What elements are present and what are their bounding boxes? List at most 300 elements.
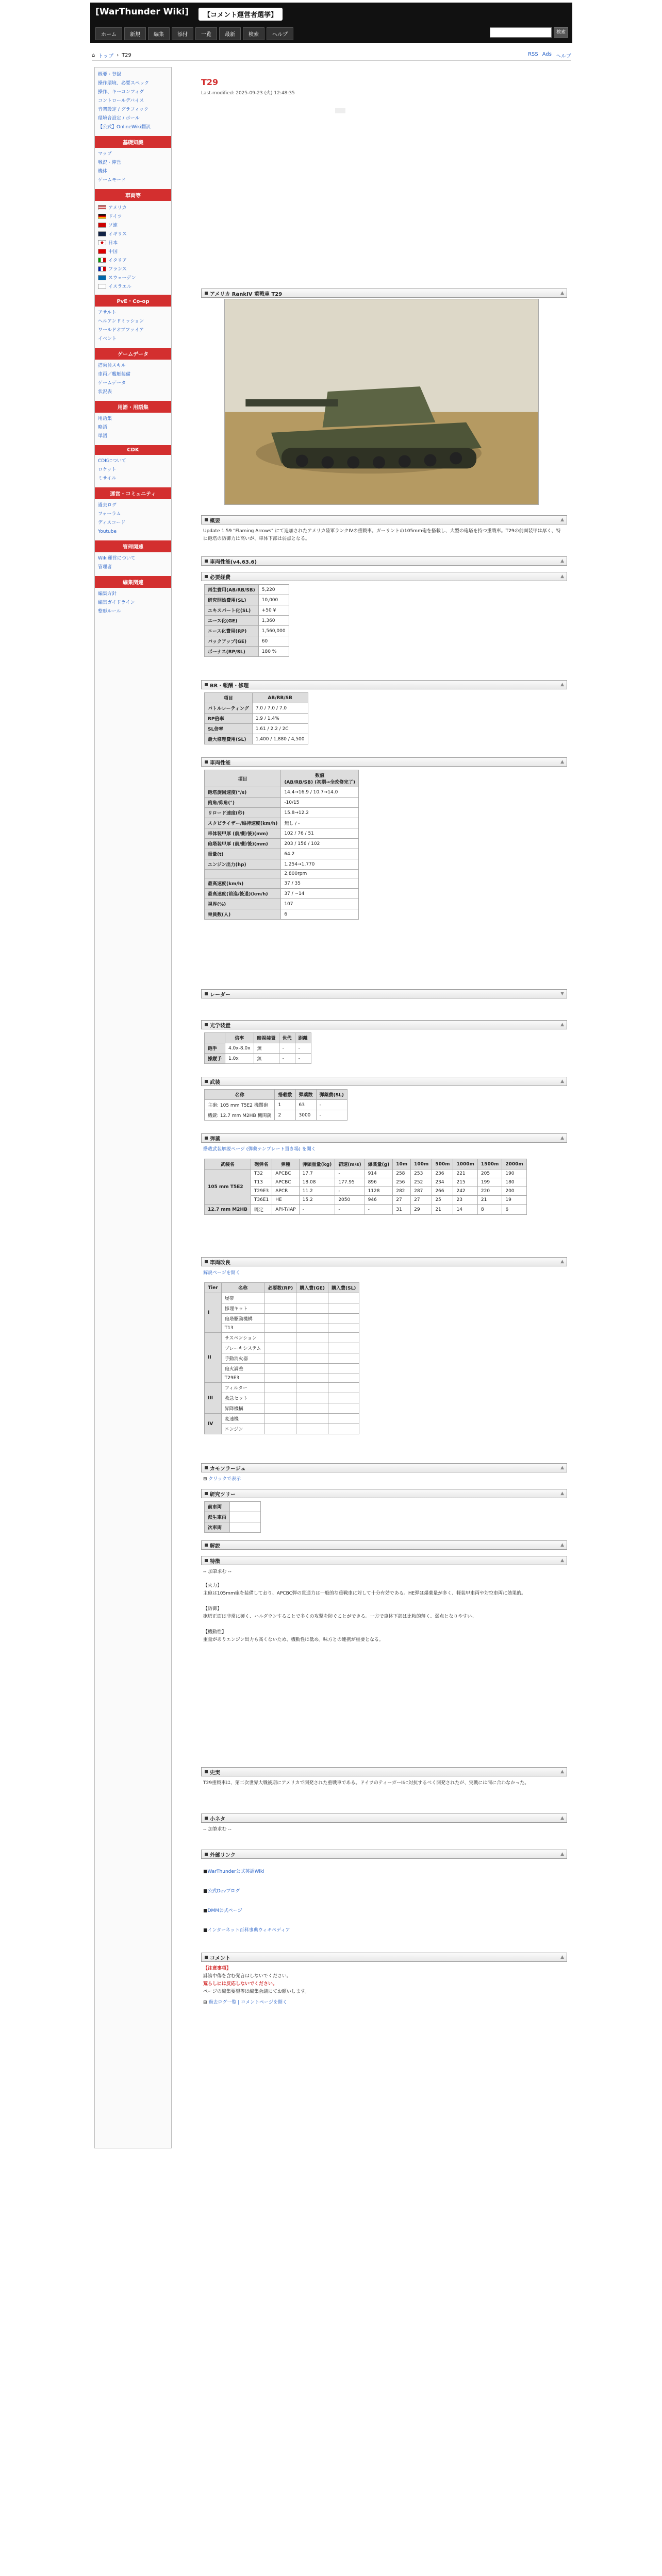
armament-section [201,1077,567,1121]
site-title[interactable]: [WarThunder Wiki] [95,7,189,17]
sidebar-item[interactable]: ヘルアンドミッション [98,319,144,324]
section-toggle-icon[interactable]: ▲ [560,1955,564,1960]
table-cell: 6 [281,909,359,920]
table-cell: 6 [502,1205,526,1215]
sidebar-item[interactable]: 編集ガイドライン [98,600,135,605]
sidebar [94,67,172,2148]
table-cell: 914 [365,1170,393,1178]
germany-flag-icon [98,214,106,219]
table-header: 弾頭重量(kg) [299,1159,335,1170]
info-subtitle: -- 加筆求む -- [203,1569,231,1574]
table-header: 武装名 [205,1159,251,1170]
section-toggle-icon[interactable]: ▲ [560,1558,564,1563]
china-flag-icon [98,249,106,254]
sidebar-item[interactable]: ディスコード [98,520,126,526]
sidebar-item[interactable]: ゲームデータ [98,381,126,386]
section-title: 外部リンク [210,1852,236,1858]
table-cell: 砲塔装甲厚 (前/側/後)(mm) [205,839,281,849]
table-cell: 既定 [251,1205,272,1215]
sidebar-nation-japan[interactable] [95,238,171,247]
section-toggle-icon[interactable]: ▲ [560,1259,564,1264]
nav-item[interactable]: ホーム [95,27,122,40]
table-cell: 無 [254,1054,279,1064]
section-header[interactable] [201,1133,567,1143]
table-cell: 4.0x-8.0x [225,1043,254,1054]
help-link[interactable]: ヘルプ [556,54,571,59]
rss-link[interactable]: RSS [528,52,538,57]
table-cell: 2050 [335,1196,365,1205]
table-cell: 203 / 156 / 102 [281,839,359,849]
bullet-icon [205,1260,208,1263]
table-cell: 2,800rpm [281,870,359,878]
external-link[interactable]: 公式Devブログ [207,1889,240,1894]
sidebar-section-title: CDK [95,445,171,455]
table-cell: エンジン出力(hp) [205,859,281,870]
camo-section [201,1463,567,1486]
section-toggle-icon[interactable]: ▲ [560,1491,564,1496]
table-header: 100m [411,1159,432,1170]
section-toggle-icon[interactable]: ▲ [560,1465,564,1470]
table-cell: 変速機 [221,1414,264,1424]
radar-section [201,989,567,998]
section-toggle-icon[interactable]: ▲ [560,1852,564,1857]
links-section: 外部リンク ▲ ■WarThunder公式英語Wiki ■公式Devブログ ■DMM公式ページ ■インターネット百科事典ウィキペディア [201,1850,567,1943]
camo-expand-link[interactable]: クリックで表示 [208,1477,241,1482]
section-title: 武装 [210,1079,220,1086]
table-cell: SL倍率 [205,724,253,734]
table-cell: 1,560,000 [258,626,289,636]
section-toggle-icon[interactable]: ▲ [560,1816,564,1821]
bullet-icon [205,1023,208,1026]
table-header: 名称 [221,1283,264,1293]
nav-item[interactable]: 新規 [124,27,146,40]
table-cell: 17.7 [299,1170,335,1178]
section-header[interactable] [201,1257,567,1266]
rule-item: ページの編集要望等は編集会議にてお願いします。 [203,1989,310,1994]
table-cell: 7.0 / 7.0 / 7.0 [252,703,308,714]
sidebar-item[interactable]: 略語 [98,425,108,430]
bullet-icon [205,683,208,686]
sidebar-section-title: PvE・Co-op [95,295,171,307]
specs-section [201,556,567,566]
sidebar-item[interactable]: マップ [98,151,112,157]
table-cell: ボーナス(RP/SL) [205,647,259,657]
top-nav [95,27,293,40]
table-cell: エキスパート化(SL) [205,605,259,616]
section-title: 車両性能 [210,760,230,766]
section-title: 小ネタ [210,1816,225,1822]
table-cell: ブレーキシステム [221,1343,264,1353]
table-cell: 15.8→12.2 [281,808,359,818]
sidebar-item[interactable]: 管理者 [98,565,112,570]
section-header[interactable] [201,680,567,689]
performance-section [201,757,567,920]
section-header[interactable] [201,989,567,998]
nav-item[interactable]: 編集 [148,27,170,40]
section-header[interactable] [201,289,567,298]
section-toggle-icon[interactable]: ▲ [560,682,564,687]
section-header[interactable] [201,1814,567,1823]
sidebar-nation-germany[interactable] [95,212,171,221]
guide-text: 【火力】 主砲は105mm砲を装備しており、APCBC弾の貫通力は一般的な重戦車に対して十分有効である。HE弾は爆薬量が多く、軽装甲車両や対空車両に効果的。 【防御】 砲塔正面は非常に硬く、ハルダウンすることで多くの攻撃を防ぐことができる。一方で車体下部は比較的薄く、弱点となりやすい。 【機動性】 重量がありエンジン出力も高くないため、機動性は低め。味方との連携が重要となる。 [203,1583,526,1642]
table-header: 砲弾名 [251,1159,272,1170]
table-cell: 23 [453,1196,477,1205]
table-cell: 視界(%) [205,899,281,909]
table-cell: - [335,1187,365,1196]
comment-page-link[interactable]: 過去ログ一覧 | コメントページを開く [208,2000,287,2005]
crew-section [201,1540,567,1550]
ads-link[interactable]: Ads [542,52,552,57]
nav-item[interactable]: 一覧 [195,27,217,40]
sidebar-item[interactable]: イスラエル [108,284,131,290]
breadcrumb-separator: › [117,53,119,58]
sidebar-section-title: ゲームデータ [95,348,171,360]
table-cell: 205 [477,1170,502,1178]
table-cell: 896 [365,1178,393,1187]
table-header: 弾種 [272,1159,299,1170]
cost-section [201,572,567,657]
table-cell: 200 [502,1187,526,1196]
section-header[interactable] [201,1540,567,1550]
table-cell: 180 % [258,647,289,657]
table-cell: 64.2 [281,849,359,859]
section-title: BR・報酬・修理 [210,683,249,689]
table-cell: 946 [365,1196,393,1205]
trivia-section [201,1814,567,1837]
sidebar-item[interactable]: アサルト [98,310,117,315]
cost-table [204,584,289,657]
sidebar-nation-france[interactable] [95,264,171,273]
nav-item[interactable]: 検索 [243,27,264,40]
home-icon[interactable]: ⌂ [92,53,95,58]
sidebar-item[interactable]: 中国 [108,249,118,255]
table-cell: 256 [393,1178,411,1187]
table-cell: 1 [275,1100,295,1110]
sidebar-nation-uk[interactable] [95,229,171,238]
sidebar-nation-ussr[interactable] [95,221,171,229]
table-header: 1000m [453,1159,477,1170]
section-toggle-icon[interactable]: ▲ [560,759,564,765]
table-cell: HE [272,1196,299,1205]
table-cell: 最高速度(前進/後退)(km/h) [205,889,281,899]
table-cell: 236 [432,1170,453,1178]
section-header[interactable] [201,572,567,581]
rule-item: 誹謗中傷を含む発言はしないでください。 [203,1974,292,1979]
sidebar-item[interactable]: 車両／艦艇装備 [98,372,131,377]
sidebar-item[interactable]: 音楽設定 / グラフィック [98,107,149,112]
bullet-icon [205,1080,208,1083]
table-cell: 199 [477,1178,502,1187]
section-title: 車両性能(v4.63.6) [210,559,257,565]
table-cell: 1128 [365,1187,393,1196]
table-header: 購入費(GE) [296,1283,328,1293]
bullet-icon [205,1492,208,1495]
table-cell: 乗員数(人) [205,909,281,920]
expand-icon[interactable]: ⊞ [203,2000,207,2005]
ammo-template-link[interactable]: 搭載武装解説ページ (弾薬テンプレート置き場) を開く [203,1147,316,1152]
table-cell: - [316,1100,347,1110]
section-header[interactable] [201,1489,567,1498]
uk-flag-icon [98,231,106,236]
table-cell: 234 [432,1178,453,1187]
table-cell: 19 [502,1196,526,1205]
sidebar-item[interactable]: 戦況・陣営 [98,160,122,165]
sidebar-nation-italy[interactable] [95,256,171,264]
bullet-icon [205,1770,208,1773]
trivia-text: -- 加筆求む -- [203,1827,231,1832]
bullet-icon [205,1544,208,1547]
table-cell: エンジン [221,1424,264,1434]
sidebar-item[interactable]: 単語 [98,434,108,439]
table-cell: 18.08 [299,1178,335,1187]
table-cell: - [279,1054,295,1064]
table-cell: +50 ¥ [258,605,289,616]
table-cell: 2 [275,1110,295,1121]
breadcrumb-home[interactable]: トップ [98,54,114,59]
table-cell: 1,360 [258,616,289,626]
section-header[interactable] [201,1767,567,1776]
section-header[interactable] [201,1556,567,1565]
table-cell: 258 [393,1170,411,1178]
tree-table [204,1501,261,1533]
rules-heading: 【注意事項】 [203,1966,231,1971]
page-title: T29 [201,77,219,87]
table-cell: フィルター [221,1383,264,1393]
section-title: コメント [210,1955,230,1961]
sidebar-item[interactable]: 用語集 [98,416,112,421]
bullet-icon [205,1817,208,1820]
search-button[interactable]: 検索 [554,27,568,38]
sidebar-nation-china[interactable] [95,247,171,256]
table-header: 搭載数 [275,1090,295,1100]
sidebar-item[interactable]: 機体 [98,169,108,174]
sidebar-item[interactable]: フランス [108,267,127,272]
external-link[interactable]: DMM公式ページ [207,1908,242,1913]
section-header[interactable] [201,1850,567,1859]
sidebar-section-title: 基礎知識 [95,136,171,148]
sidebar-item[interactable]: ロケット [98,467,117,472]
sidebar-nation-usa[interactable] [95,203,171,212]
section-toggle-icon[interactable]: ▼ [560,991,564,996]
table-cell: 履帯 [221,1293,264,1303]
table-cell: 再生費用(AB/RB/SB) [205,585,259,595]
sidebar-item[interactable]: イベント [98,336,117,342]
table-cell: 1.9 / 1.4% [252,714,308,724]
section-header[interactable] [201,1020,567,1029]
table-cell: 27 [393,1196,411,1205]
table-cell: T36E1 [251,1196,272,1205]
section-title: 弾薬 [210,1136,220,1142]
table-header: 距離 [295,1033,311,1043]
table-cell: 252 [411,1178,432,1187]
sidebar-item[interactable]: ドイツ [108,214,122,219]
sidebar-section-title: 管理関連 [95,540,171,552]
table-cell: 21 [477,1196,502,1205]
table-cell: 287 [411,1187,432,1196]
section-toggle-icon[interactable]: ▲ [560,517,564,522]
table-cell: 11.2 [299,1187,335,1196]
table-cell: 操縦手 [205,1054,225,1064]
nav-item[interactable]: ヘルプ [267,27,293,40]
section-title: 史実 [210,1770,220,1776]
table-cell: 177.95 [335,1178,365,1187]
sidebar-item[interactable]: ミサイル [98,476,117,481]
section-toggle-icon[interactable]: ▲ [560,1543,564,1548]
sidebar-section-title: 用語・用語集 [95,401,171,413]
table-cell: 前車両 [205,1502,230,1512]
sidebar-item[interactable]: アメリカ [108,206,127,211]
table-header: 1500m [477,1159,502,1170]
site-header [90,3,572,43]
section-title: カモフラージュ [210,1466,246,1472]
ussr-flag-icon [98,223,106,228]
optics-table [204,1032,311,1064]
sidebar-item[interactable]: 過去ログ [98,503,117,508]
sidebar-item[interactable]: スウェーデン [108,276,136,281]
section-toggle-icon[interactable]: ▲ [560,1136,564,1141]
table-cell: - [279,1043,295,1054]
table-header: 初速(m/s) [335,1159,365,1170]
section-toggle-icon[interactable]: ▲ [560,1079,564,1084]
section-title: アメリカ RankIV 重戦車 T29 [210,291,283,297]
sidebar-item[interactable]: 操作、キーコンフィグ [98,90,144,95]
section-title: 必要経費 [210,574,230,581]
mods-guide-link[interactable]: 解説ページを開く [203,1270,240,1276]
table-header: 項目 [205,693,253,703]
table-cell: APCBC [272,1178,299,1187]
table-header: 世代 [279,1033,295,1043]
table-cell: 砲火調整 [221,1364,264,1374]
table-cell: 機銃: 12.7 mm M2HB 機関銃 [205,1110,275,1121]
italy-flag-icon [98,258,106,263]
table-cell: 砲塔駆動機構 [221,1314,264,1324]
sidebar-item[interactable]: 【公式】OnlineWiki翻訳 [98,125,151,130]
sidebar-item[interactable]: フォーラム [98,512,121,517]
overview-section [201,515,567,546]
sidebar-item[interactable]: ワールドオブファイア [98,328,144,333]
table-header: 弾薬数 [295,1090,316,1100]
comment-section [201,1953,567,2010]
armament-table [204,1089,347,1121]
bullet-icon [205,1853,208,1856]
performance-table [204,770,359,920]
sidebar-item[interactable]: コントロールデバイス [98,98,144,104]
sidebar-item[interactable]: CDKについて [98,459,126,464]
section-header[interactable] [201,1953,567,1962]
table-cell: 220 [477,1187,502,1196]
expand-icon[interactable]: ⊞ [203,1477,207,1482]
sidebar-item[interactable]: 操作環境、必要スペック [98,81,150,86]
nav-item[interactable]: 添付 [172,27,193,40]
sidebar-item[interactable]: Youtube [98,529,117,534]
table-header: 暗視装置 [254,1033,279,1043]
table-cell: APCBC [272,1170,299,1178]
section-toggle-icon[interactable]: ▲ [560,1769,564,1774]
search-input[interactable] [490,27,552,38]
section-toggle-icon[interactable]: ▲ [560,1022,564,1027]
section-toggle-icon[interactable]: ▲ [560,558,564,564]
bullet-icon [205,575,208,578]
section-header[interactable] [201,556,567,566]
bullet-icon [205,992,208,995]
table-cell: 無 [254,1043,279,1054]
table-cell: 手動消火器 [221,1353,264,1364]
table-cell: III [205,1383,222,1414]
table-cell: - [365,1205,393,1215]
sidebar-item[interactable]: 整形ルール [98,609,121,614]
sidebar-item[interactable]: 状況表 [98,389,112,395]
sidebar-item[interactable]: イタリア [108,258,127,263]
header-label: 数値 [315,773,325,778]
sidebar-item[interactable]: ソ連 [108,223,118,228]
sidebar-item[interactable]: ゲームモード [98,178,126,183]
section-toggle-icon[interactable]: ▲ [560,574,564,579]
table-cell: T13 [251,1178,272,1187]
table-cell: 派生車両 [205,1512,230,1522]
sidebar-item[interactable]: 環境音設定 / ボール [98,116,140,121]
sidebar-item[interactable]: 搭乗員スキル [98,363,126,368]
tree-section [201,1489,567,1533]
table-cell: - [335,1170,365,1178]
table-header: 倍率 [225,1033,254,1043]
section-header[interactable] [201,1077,567,1086]
table-cell: 242 [453,1187,477,1196]
optics-section [201,1020,567,1064]
sidebar-nation-israel[interactable] [95,282,171,291]
table-cell: バックアップ(GE) [205,636,259,647]
table-cell: 重量(t) [205,849,281,859]
table-cell [205,870,281,878]
sidebar-item[interactable]: イギリス [108,232,127,237]
table-cell: 10,000 [258,595,289,605]
table-cell: 190 [502,1170,526,1178]
section-header[interactable] [201,1463,567,1472]
table-cell: 主砲: 105 mm T5E2 機関砲 [205,1100,275,1110]
sweden-flag-icon [98,275,106,280]
external-link[interactable]: WarThunder公式英語Wiki [207,1869,264,1874]
sidebar-item[interactable]: Wiki運営について [98,556,136,561]
sidebar-nation-sweden[interactable] [95,273,171,282]
bullet-icon [205,292,208,295]
br-table [204,692,308,744]
table-cell: 253 [411,1170,432,1178]
table-header: Tier [205,1283,222,1293]
sidebar-item[interactable]: 編集方針 [98,591,117,597]
table-cell: スタビライザー/維持速度(km/h) [205,818,281,828]
section-header[interactable] [201,757,567,767]
table-cell: 最大修理費用(SL) [205,734,253,744]
table-cell: I [205,1293,222,1333]
israel-flag-icon [98,284,106,289]
table-cell: -10/15 [281,798,359,808]
nav-item[interactable]: 最新 [219,27,241,40]
sidebar-item[interactable]: 概要・登録 [98,72,122,77]
table-cell: API-T/IAP [272,1205,299,1215]
section-title: 概要 [210,518,220,524]
section-header[interactable] [201,515,567,524]
table-cell: 21 [432,1205,453,1215]
tank-illustration [225,299,538,504]
table-cell: 最高速度(km/h) [205,878,281,889]
table-cell: サスペンション [221,1333,264,1343]
sidebar-item[interactable]: 日本 [108,241,118,246]
overview-text: Update 1.59 "Flaming Arrows" にて追加されたアメリカ陸軍ランクIVの重戦車。ガーリントの105mm砲を搭載し、大型の砲塔を持つ重戦車。T29の前面装甲は厚く、特に砲塔の防御力は高いが、車体下部は弱点となる。 [203,529,561,541]
table-cell: T32 [251,1170,272,1178]
external-link[interactable]: インターネット百科事典ウィキペディア [207,1928,290,1933]
election-banner[interactable]: 【コメント運営者選挙】 [198,8,283,21]
section-toggle-icon[interactable]: ▲ [560,291,564,296]
table-cell: バトルレーティング [205,703,253,714]
